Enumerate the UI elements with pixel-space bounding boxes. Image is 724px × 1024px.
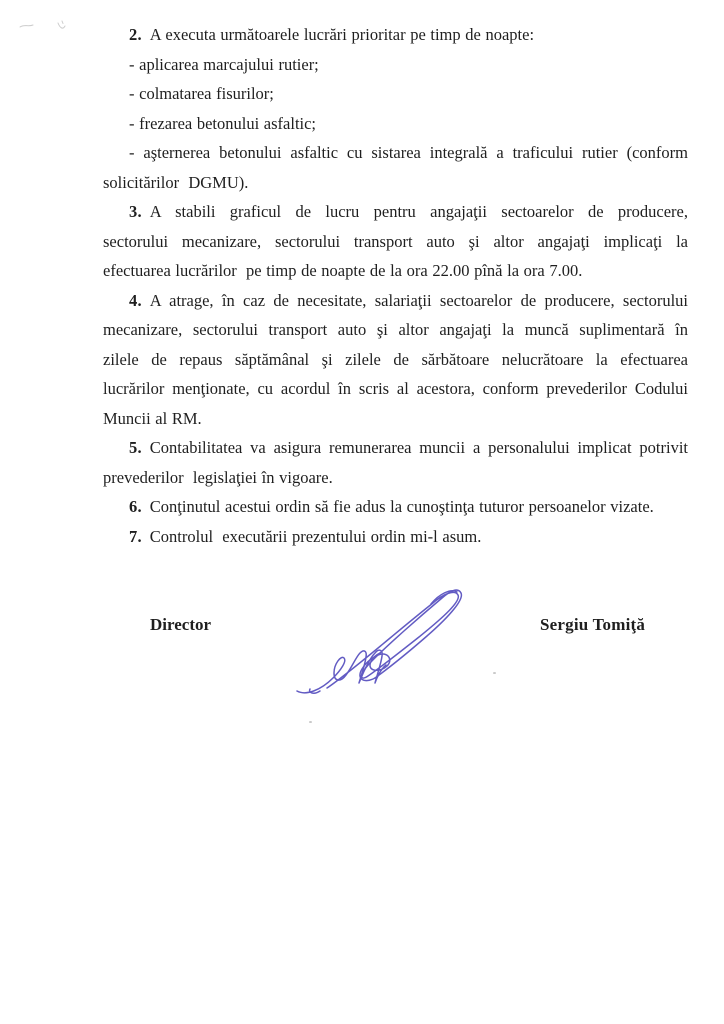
signer-name: Sergiu Tomiţă bbox=[540, 615, 646, 634]
document-line: lucrărilor menţionate, cu acordul în scris al acestora, conform prevederilor Codului bbox=[103, 379, 688, 398]
item-number: 2. bbox=[129, 25, 142, 44]
document-line: - aplicarea marcajului rutier; bbox=[129, 54, 319, 74]
item-number: 3. bbox=[129, 202, 142, 221]
document-line: 3. A stabili graficul de lucru pentru angajaţii sectoarelor de producere, bbox=[129, 202, 688, 221]
document-body bbox=[103, 20, 688, 551]
item-number: 6. bbox=[129, 497, 142, 516]
document-line: mecanizare, sectorului transport auto şi altor angajaţi la muncă suplimentară în bbox=[103, 320, 688, 339]
document-line: 4. A atrage, în caz de necesitate, salariaţii sectoarelor de producere, sectorului bbox=[129, 290, 688, 310]
document-line: - frezarea betonului asfaltic; bbox=[129, 113, 317, 133]
document-line: efectuarea lucrărilor pe timp de noapte de la ora 22.00 pînă la ora 7.00. bbox=[103, 261, 583, 280]
signature-image bbox=[283, 584, 473, 706]
pencil-marks bbox=[12, 16, 78, 38]
item-number: 5. bbox=[129, 438, 142, 457]
document-line: prevederilor legislaţiei în vigoare. bbox=[103, 467, 333, 487]
role-label: Director bbox=[150, 615, 212, 634]
scan-speck bbox=[493, 672, 496, 674]
document-line: 7. Controlul executării prezentului ordin mi-l asum. bbox=[129, 526, 482, 546]
item-number: 4. bbox=[129, 290, 142, 310]
document-line: zilele de repaus săptămânal şi zilele de sărbătoare nelucrătoare la efectuarea bbox=[103, 349, 688, 369]
document-line: Muncii al RM. bbox=[103, 408, 202, 428]
document-line: - aşternerea betonului asfaltic cu sistarea integrală a traficului rutier (conform bbox=[129, 143, 688, 162]
document-line: sectorului mecanizare, sectorului transport auto şi altor angajaţi implicaţi la bbox=[103, 231, 688, 251]
document-line: solicitărilor DGMU). bbox=[103, 172, 249, 192]
pencil-mark-icon bbox=[12, 16, 78, 38]
document-line: - colmatarea fisurilor; bbox=[129, 84, 274, 103]
scan-speck bbox=[309, 721, 312, 723]
document-line: 2. A executa următoarele lucrări prioritar pe timp de noapte: bbox=[129, 25, 535, 44]
document-line: 5. Contabilitatea va asigura remunerarea muncii a personalului implicat potrivit bbox=[129, 438, 688, 457]
item-number: 7. bbox=[129, 526, 142, 546]
signature-scribble-icon bbox=[283, 584, 473, 706]
document-line: 6. Conţinutul acestui ordin să fie adus la cunoştinţa tuturor persoanelor vizate. bbox=[129, 497, 654, 516]
